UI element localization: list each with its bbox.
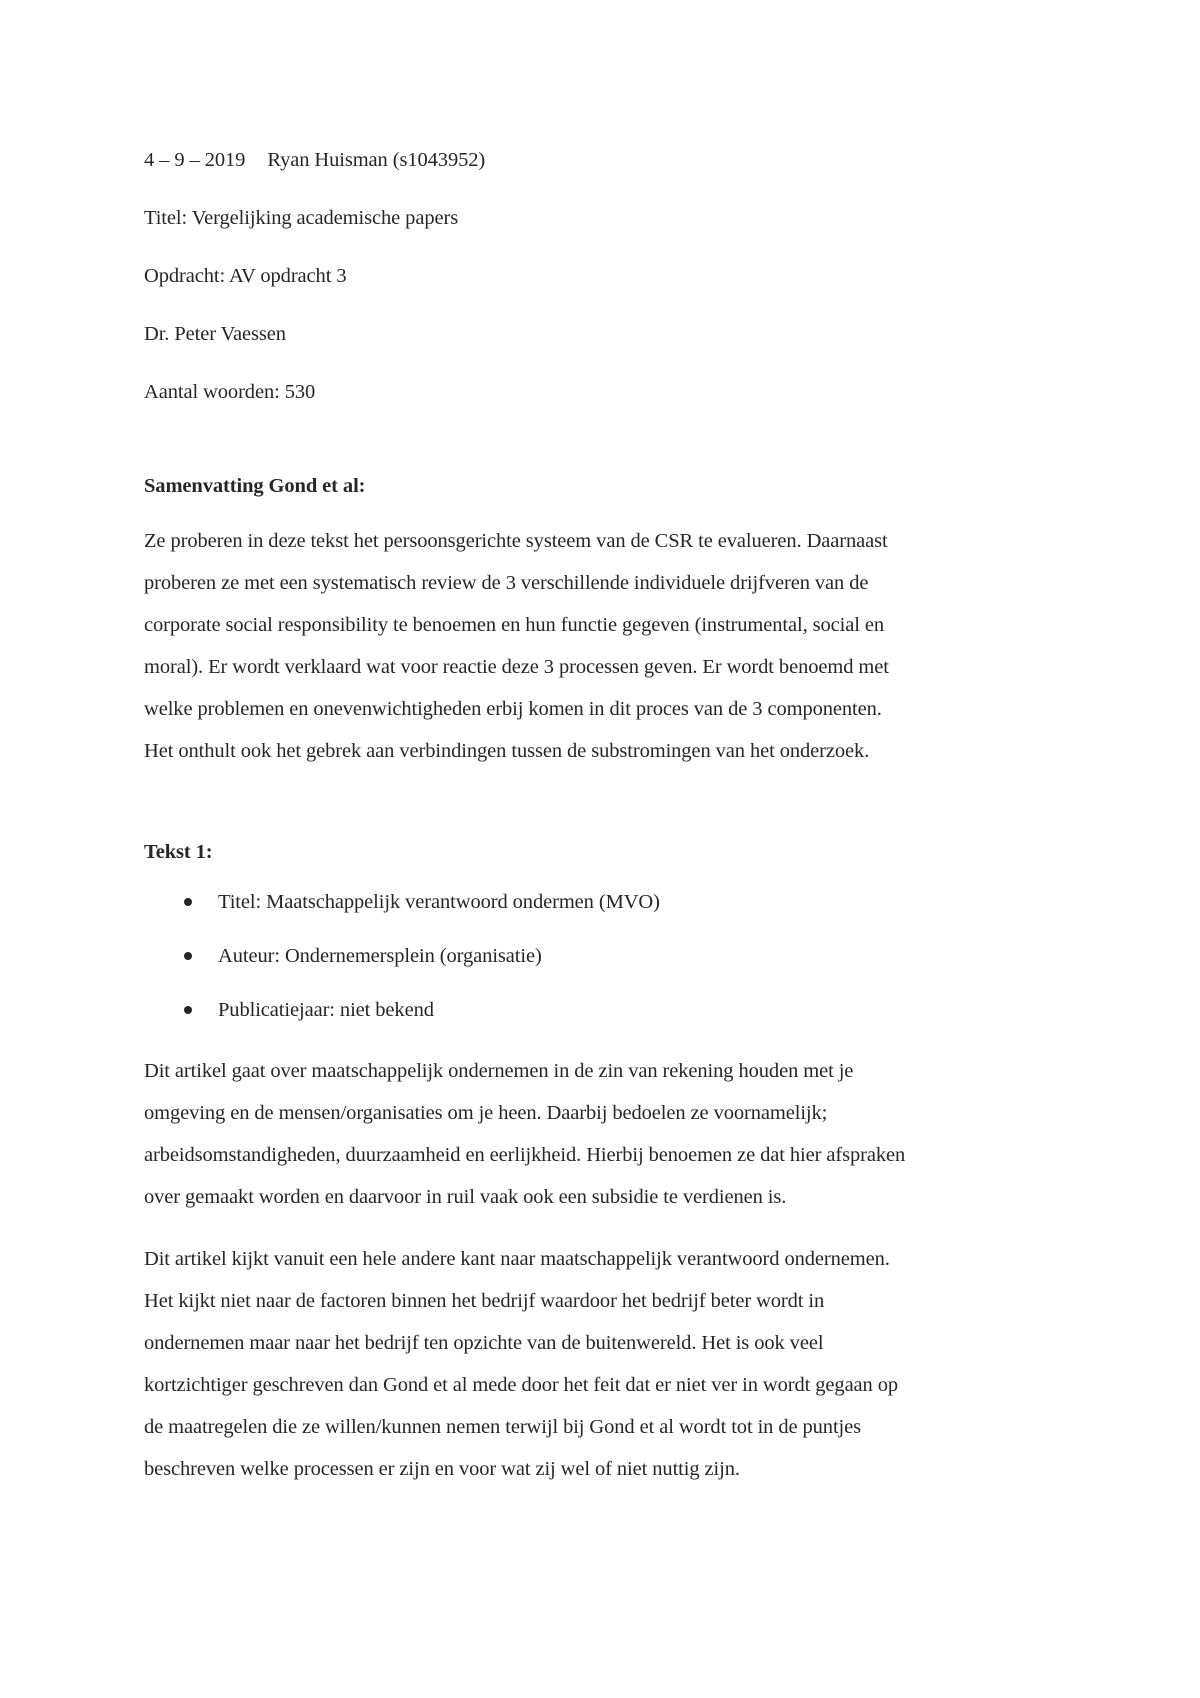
bullet-text: Publicatiejaar: niet bekend [218, 999, 434, 1021]
paragraph-line: de maatregelen die ze willen/kunnen nemen terwijl bij Gond et al wordt tot in de puntjes [144, 1416, 862, 1438]
summary-line: Ze proberen in deze tekst het persoonsgerichte systeem van de CSR te evalueren. Daarnaast [144, 530, 888, 552]
bullet-item-year [144, 996, 1064, 1024]
summary-line: welke problemen en onevenwichtigheden erbij komen in dit proces van de 3 componenten. [144, 698, 882, 720]
text1-heading: Tekst 1: [144, 841, 213, 863]
text1-bullet-list [144, 888, 1064, 1024]
assignment: Opdracht: AV opdracht 3 [144, 265, 347, 287]
bullet-text: Auteur: Ondernemersplein (organisatie) [218, 945, 542, 967]
bullet-icon [184, 952, 192, 960]
author: Ryan Huisman (s1043952) [267, 149, 486, 171]
paragraph-line: Het kijkt niet naar de factoren binnen het bedrijf waardoor het bedrijf beter wordt in [144, 1290, 825, 1312]
paragraph-line: omgeving en de mensen/organisaties om je heen. Daarbij bedoelen ze voornamelijk; [144, 1102, 828, 1124]
text1-paragraph-1 [144, 1050, 1064, 1218]
paragraph-line: kortzichtiger geschreven dan Gond et al mede door het feit dat er niet ver in wordt gegaan op [144, 1374, 899, 1396]
paragraph-line: over gemaakt worden en daarvoor in ruil vaak ook een subsidie te verdienen is. [144, 1186, 787, 1208]
paragraph-line: arbeidsomstandigheden, duurzaamheid en eerlijkheid. Hierbij benoemen ze dat hier afspraken [144, 1144, 906, 1166]
bullet-item-title [144, 888, 1064, 916]
date: 4 – 9 – 2019 [144, 149, 246, 171]
paragraph-line: Dit artikel gaat over maatschappelijk ondernemen in de zin van rekening houden met je [144, 1060, 854, 1082]
date-author-line [144, 146, 1064, 174]
summary-line: proberen ze met een systematisch review de 3 verschillende individuele drijfveren van de [144, 572, 869, 594]
header-metadata [144, 146, 1064, 406]
document-content [144, 146, 1064, 1490]
bullet-item-author [144, 942, 1064, 970]
paragraph-line: Dit artikel kijkt vanuit een hele andere kant naar maatschappelijk verantwoord ondernemen. [144, 1248, 890, 1270]
bullet-icon [184, 1006, 192, 1014]
summary-line: Het onthult ook het gebrek aan verbindingen tussen de substromingen van het onderzoek. [144, 740, 870, 762]
bullet-text: Titel: Maatschappelijk verantwoord ondermen (MVO) [218, 891, 660, 913]
document-title: Titel: Vergelijking academische papers [144, 207, 459, 229]
word-count: Aantal woorden: 530 [144, 381, 316, 403]
text1-paragraph-2 [144, 1238, 1064, 1490]
paragraph-line: beschreven welke processen er zijn en voor wat zij wel of niet nuttig zijn. [144, 1458, 740, 1480]
teacher: Dr. Peter Vaessen [144, 323, 286, 345]
summary-line: corporate social responsibility te benoemen en hun functie gegeven (instrumental, social en [144, 614, 885, 636]
summary-paragraph [144, 520, 1064, 772]
summary-line: moral). Er wordt verklaard wat voor reactie deze 3 processen geven. Er wordt benoemd met [144, 656, 889, 678]
paragraph-line: ondernemen maar naar het bedrijf ten opzichte van de buitenwereld. Het is ook veel [144, 1332, 824, 1354]
bullet-icon [184, 898, 192, 906]
summary-heading: Samenvatting Gond et al: [144, 475, 366, 497]
